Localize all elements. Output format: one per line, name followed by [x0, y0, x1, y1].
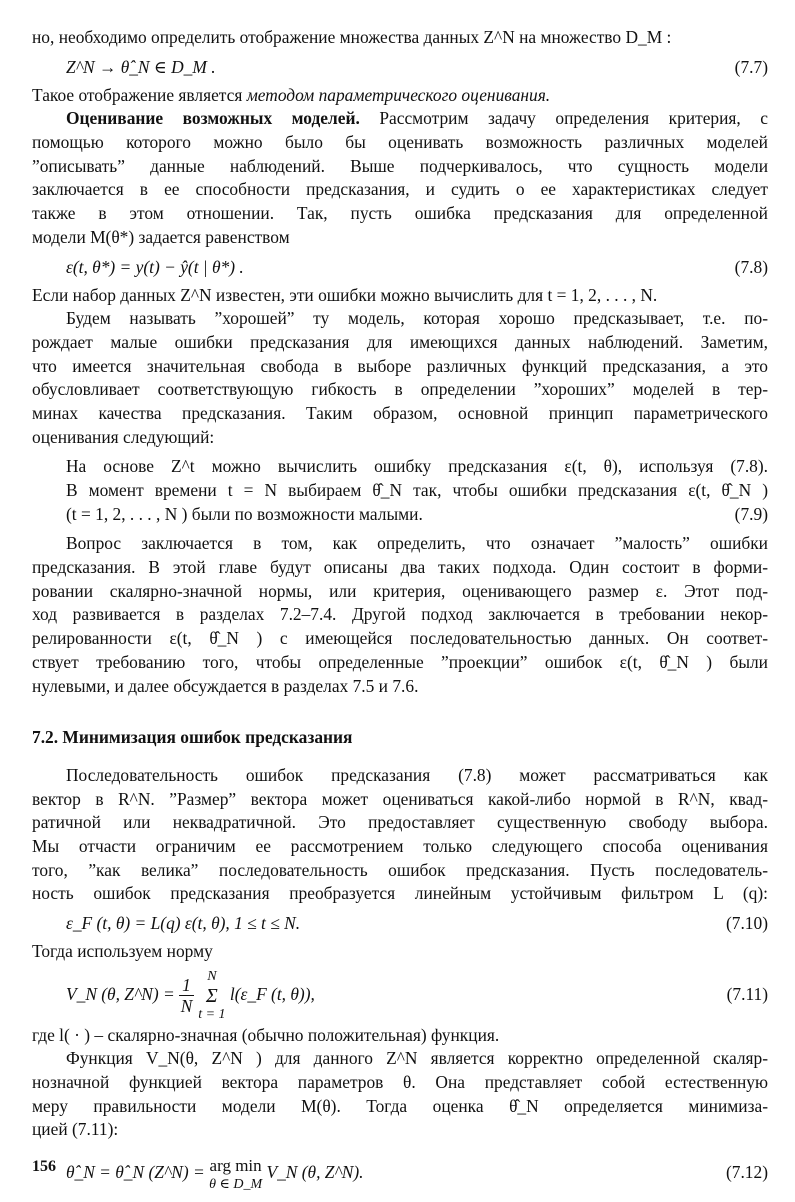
sum-lower-limit: t = 1 — [198, 1006, 226, 1022]
equation-lhs: V_N (θ, Z^N) = — [66, 983, 175, 1004]
equation-body — [66, 964, 315, 1024]
paragraph-line: того, ”как велика” последовательность ошибок предсказания. Пусть последователь- — [32, 859, 768, 880]
paragraph-line: Последовательность ошибок предсказания (7.8) может рассматриваться как — [66, 764, 768, 785]
paragraph-line: рождает малые ошибки предсказания для имеющихся данных наблюдений. Заметим, — [32, 331, 768, 352]
equation-body: ε(t, θ*) = y(t) − ŷ(t | θ*) . — [66, 256, 244, 277]
paragraph-heading: Оценивание возможных моделей. — [66, 108, 360, 129]
paragraph-line: ность ошибок предсказания преобразуется линейным устойчивым фильтром L (q): — [32, 883, 768, 904]
argmin-symbol: arg min — [209, 1156, 262, 1176]
equation-7-10 — [32, 906, 768, 940]
equation-body: Z^N → θ̂_N ∈ D_M . — [66, 56, 216, 77]
equation-7-8 — [32, 250, 768, 284]
equation-number: (7.9) — [734, 503, 768, 524]
principle-line: В момент времени t = N выбираем θ̂_N так, чтобы ошибки предсказания ε(t, θ̂_N ) — [66, 480, 768, 500]
equation-lhs: θ̂_N = θ̂_N (Z^N) = — [66, 1162, 205, 1183]
equation-rhs: V_N (θ, Z^N). — [266, 1162, 364, 1183]
equation-rhs: l(ε_F (t, θ)), — [229, 983, 315, 1004]
page-content — [32, 26, 768, 1202]
paragraph-line: вектор в R^N. ”Размер” вектора может оцениваться какой-либо нормой в R^N, квад- — [32, 788, 768, 809]
paragraph-line: также в этом отношении. Так, пусть ошибка предсказания для определенной — [32, 203, 768, 224]
paragraph-line: ратичной или неквадратичной. Это предоставляет существенную свободу выбора. — [32, 812, 768, 833]
emphasis-text: методом параметрического оценивания. — [246, 84, 551, 105]
paragraph-line — [32, 107, 768, 131]
sum-operator — [198, 969, 225, 1023]
paragraph-line: ствует требованию того, чтобы определенные ”проекции” ошибок ε(t, θ̂_N ) были — [32, 651, 768, 672]
paragraph-line: релированности ε(t, θ̂_N ) с имеющейся последовательностью данных. Он соответ- — [32, 628, 768, 649]
text-span: Такое отображение является — [32, 84, 247, 105]
argmin-subscript: θ ∈ D_M — [209, 1177, 263, 1193]
text-line: но, необходимо определить отображение множества данных Z^N на множество D_M : — [32, 27, 672, 47]
paragraph-line: где l( · ) – скалярно-значная (обычно положительная) функция. — [32, 1024, 500, 1045]
paragraph-line: Мы отчасти ограничим ее рассмотрением только следующего способа оценивания — [32, 835, 768, 856]
fraction-denominator: N — [180, 996, 193, 1017]
page-number: 156 — [32, 1158, 56, 1175]
paragraph-line: цией (7.11): — [32, 1119, 119, 1140]
principle-line — [66, 503, 768, 527]
text-line — [32, 84, 768, 108]
sum-symbol: Σ — [205, 984, 218, 1007]
paragraph-line: Функция V_N(θ, Z^N ) для данного Z^N является корректно определенной скаляр- — [66, 1048, 768, 1069]
paragraph-line: оценивания следующий: — [32, 426, 215, 447]
paragraph-line: Будем называть ”хорошей” ту модель, которая хорошо предсказывает, т.е. по- — [66, 308, 768, 329]
text-span: Рассмотрим задачу определения критерия, с — [359, 108, 769, 129]
paragraph-line: нозначной функцией вектора параметров θ. Она представляет собой естественную — [32, 1072, 768, 1093]
text-span: (t = 1, 2, . . . , N ) были по возможности малыми. — [66, 503, 423, 524]
paragraph-line: Вопрос заключается в том, как определить, что означает ”малость” ошибки — [66, 533, 768, 554]
equation-number: (7.8) — [734, 256, 768, 277]
equation-number: (7.11) — [726, 983, 768, 1004]
equation-7-12 — [32, 1142, 768, 1202]
equation-body: ε_F (t, θ) = L(q) ε(t, θ), 1 ≤ t ≤ N. — [66, 913, 301, 934]
fraction-numerator: 1 — [179, 975, 194, 996]
paragraph-line: нулевыми, и далее обсуждается в разделах 7.5 и 7.6. — [32, 675, 419, 696]
equation-7-7 — [32, 50, 768, 84]
paragraph-line: помощью которого можно было бы оценивать возможность различных моделей — [32, 132, 768, 153]
equation-7-11 — [32, 964, 768, 1024]
equation-number: (7.7) — [734, 56, 768, 77]
principle-line: На основе Z^t можно вычислить ошибку предсказания ε(t, θ), используя (7.8). — [66, 456, 768, 477]
principle-block — [32, 455, 768, 526]
equation-number: (7.10) — [725, 913, 768, 934]
paragraph-line: ход развивается в разделах 7.2–7.4. Другой подход заключается в требовании некор- — [32, 604, 768, 625]
paragraph-line: минах качества предсказания. Таким образом, основной принцип параметрического — [32, 402, 768, 423]
paragraph-line: что имеется значительная свобода в выборе различных функций предсказания, а это — [32, 355, 768, 376]
argmin-operator — [209, 1155, 262, 1193]
sum-upper-limit: N — [207, 968, 217, 984]
equation-body — [66, 1142, 364, 1202]
section-heading: 7.2. Минимизация ошибок предсказания — [32, 727, 353, 748]
paragraph-line: Если набор данных Z^N известен, эти ошибки можно вычислить для t = 1, 2, . . . , N. — [32, 284, 658, 305]
paragraph-line: Тогда используем норму — [32, 941, 213, 962]
paragraph-line: модели M(θ*) задается равенством — [32, 226, 290, 247]
equation-number: (7.12) — [725, 1162, 768, 1183]
paragraph-line: обусловливает соответствующую гибкость в определении ”хороших” моделей в тер- — [32, 379, 768, 400]
paragraph-line: предсказания. В этой главе будут описаны два таких подхода. Один состоит в форми- — [32, 557, 768, 578]
paragraph-line: заключается в ее способности предсказания, и судить о ее характеристиках следует — [32, 179, 768, 200]
paragraph-line: меру правильности модели M(θ). Тогда оценка θ̂_N определяется минимиза- — [32, 1095, 768, 1116]
paragraph-line: ровании скалярно-значной нормы, или критерия, оценивающего размер ε. Этот под- — [32, 580, 768, 601]
fraction — [179, 975, 194, 1016]
paragraph-line: ”описывать” данные наблюдений. Выше подчеркивалось, что сущность модели — [32, 155, 768, 176]
